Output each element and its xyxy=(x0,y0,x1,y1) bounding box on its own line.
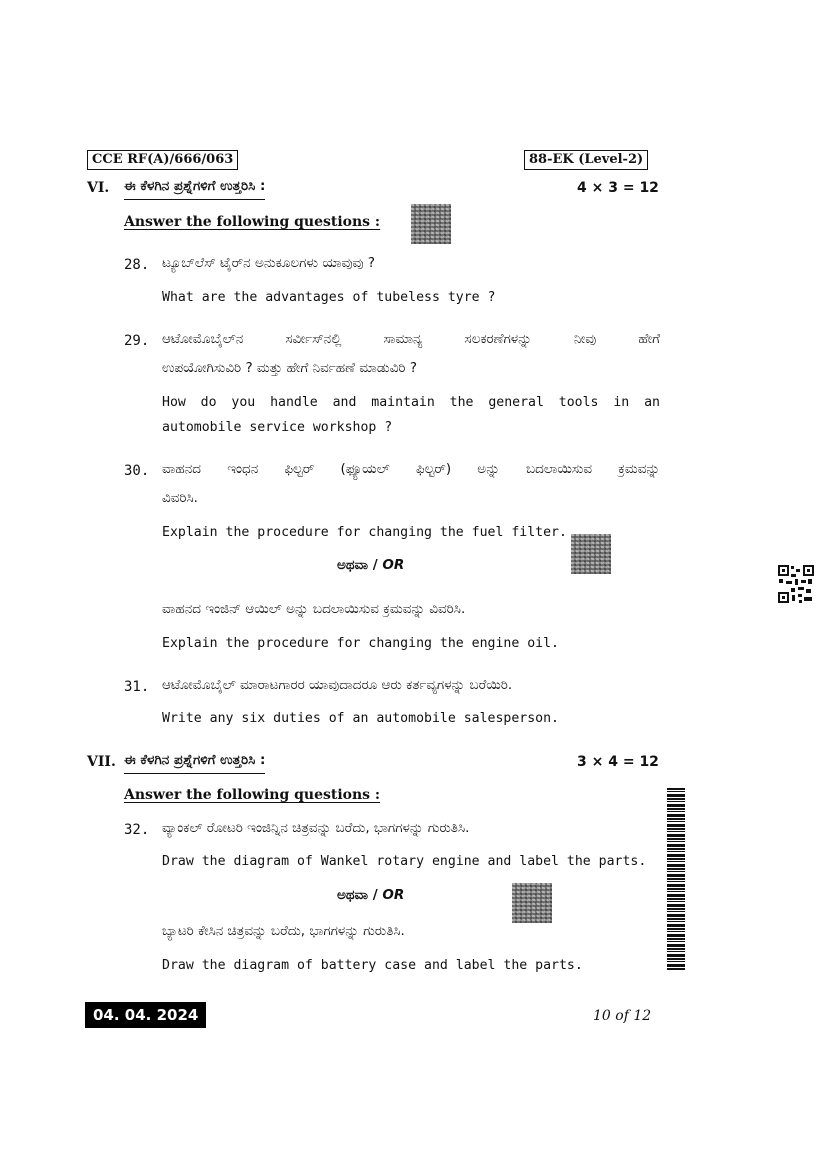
section-vii-instruction-en: Answer the following questions : xyxy=(124,787,381,803)
question-28-en: What are the advantages of tubeless tyre ? xyxy=(162,290,496,305)
question-32-en: Draw the diagram of Wankel rotary engine and label the parts. xyxy=(162,854,647,869)
qr-code-icon xyxy=(777,564,815,604)
question-number: 32. xyxy=(124,822,150,838)
question-30-en: Explain the procedure for changing the fuel filter. xyxy=(162,525,567,540)
or-separator xyxy=(337,887,404,903)
question-30-kn-line2: ವಿವರಿಸಿ. xyxy=(162,490,198,506)
question-32-alt-en: Draw the diagram of battery case and label the parts. xyxy=(162,958,583,973)
page-number: 10 of 12 xyxy=(593,1008,652,1024)
question-29-kn-line2: ಉಪಯೋಗಿಸುವಿರಿ ? ಮತ್ತು ಹೇಗೆ ನಿರ್ವಹಣೆ ಮಾಡುವಿರಿ ? xyxy=(162,360,417,376)
question-28-kn: ಟ್ಯೂಬ್‌ಲೆಸ್ ಟೈರ್‌ನ ಅನುಕೂಲಗಳು ಯಾವುವು ? xyxy=(162,255,376,271)
question-29-kn-line1: ಆಟೋಮೊಬೈಲ್‌ನ ಸರ್ವೀಸ್‌ನಲ್ಲಿ ಸಾಮಾನ್ಯ ಸಲಕರಣೆಗಳನ್ನು ನೀವು ಹೇಗೆ xyxy=(162,331,660,347)
paper-code: CCE RF(A)/666/063 xyxy=(92,152,234,167)
section-vii-instruction-kn: ಈ ಕೆಳಗಿನ ಪ್ರಶ್ನೆಗಳಿಗೆ ಉತ್ತರಿಸಿ : xyxy=(124,752,265,774)
question-number: 28. xyxy=(124,257,150,273)
qr-code-image xyxy=(571,534,611,574)
question-31-kn: ಆಟೋಮೊಬೈಲ್ ಮಾರಾಟಗಾರರ ಯಾವುದಾದರೂ ಆರು ಕರ್ತವ್ಯಗಳನ್ನು ಬರೆಯಿರಿ. xyxy=(162,677,513,693)
section-vi-instruction-kn: ಈ ಕೆಳಗಿನ ಪ್ರಶ್ನೆಗಳಿಗೆ ಉತ್ತರಿಸಿ : xyxy=(124,178,265,200)
question-number: 31. xyxy=(124,679,150,695)
or-en: OR xyxy=(382,887,405,903)
barcode xyxy=(667,788,685,970)
or-kn: ಅಥವಾ / xyxy=(337,887,378,903)
question-29-en-line2: automobile service workshop ? xyxy=(162,420,393,435)
paper-code-box xyxy=(87,150,238,170)
section-vii-marks: 3 × 4 = 12 xyxy=(577,754,659,770)
question-32-kn: ವ್ಯಾಂಕಲ್ ರೋಟರಿ ಇಂಜಿನ್ನಿನ ಚಿತ್ರವನ್ನು ಬರೆದು, ಭಾಗಗಳನ್ನು ಗುರುತಿಸಿ. xyxy=(162,820,470,836)
section-vi-marks: 4 × 3 = 12 xyxy=(577,180,659,196)
question-number: 30. xyxy=(124,463,150,479)
section-vii-number: VII. xyxy=(87,754,116,770)
or-separator xyxy=(337,557,404,573)
question-31-en: Write any six duties of an automobile salesperson. xyxy=(162,711,559,726)
qr-code-image xyxy=(411,204,451,244)
paper-number-box xyxy=(524,150,648,170)
question-30-alt-kn: ವಾಹನದ ಇಂಜಿನ್ ಆಯಿಲ್ ಅನ್ನು ಬದಲಾಯಿಸುವ ಕ್ರಮವನ್ನು ವಿವರಿಸಿ. xyxy=(162,601,466,617)
question-30-kn-line1: ವಾಹನದ ಇಂಧನ ಫಿಲ್ಟರ್ (ಫ್ಯೂಯಲ್ ಫಿಲ್ಟರ್) ಅನ್ನು ಬದಲಾಯಿಸುವ ಕ್ರಮವನ್ನು xyxy=(162,461,660,477)
question-32-alt-kn: ಬ್ಯಾಟರಿ ಕೇಸಿನ ಚಿತ್ರವನ್ನು ಬರೆದು, ಭಾಗಗಳನ್ನು ಗುರುತಿಸಿ. xyxy=(162,923,405,939)
question-30-alt-en: Explain the procedure for changing the engine oil. xyxy=(162,636,559,651)
exam-date: 04. 04. 2024 xyxy=(93,1006,199,1024)
paper-number: 88-EK (Level-2) xyxy=(529,152,644,167)
section-vi-instruction-en: Answer the following questions : xyxy=(124,214,381,230)
exam-date-badge xyxy=(85,1002,206,1028)
question-number: 29. xyxy=(124,333,150,349)
qr-code-image xyxy=(512,883,552,923)
section-vi-number: VI. xyxy=(87,180,110,196)
or-en: OR xyxy=(382,557,405,573)
or-kn: ಅಥವಾ / xyxy=(337,557,378,573)
question-29-en-line1: How do you handle and maintain the general tools in an xyxy=(162,395,660,410)
